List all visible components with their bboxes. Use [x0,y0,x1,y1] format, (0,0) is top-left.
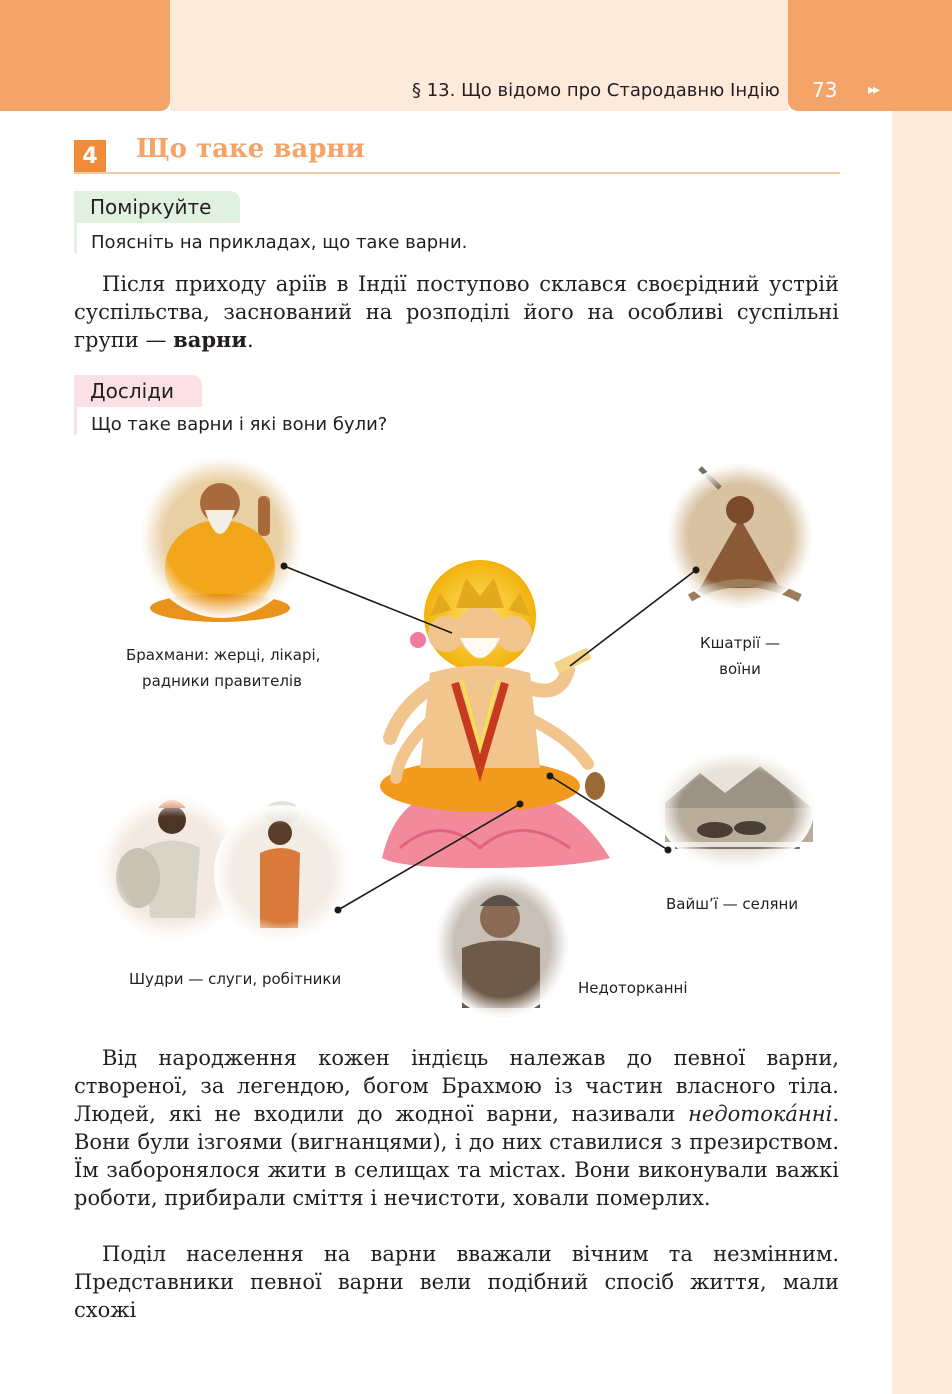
section-rule [74,172,840,174]
untouchable-image [436,873,568,1017]
term-varnas: варни [173,327,247,352]
paragraph-intro: Після приходу аріїв в Індії поступово склався своєрідний устрій суспільства, заснований на розподілі його на особливі суспільні групи — варни. [74,272,839,352]
shudra-image-2 [214,801,350,941]
varna-illustration [100,448,840,1028]
side-strip [892,111,952,1394]
caption-kshatriyas: Кшатрії — воїни [700,634,780,678]
explore-box-text: Що таке варни і які вони були? [91,414,388,435]
caption-shudras: Шудри — слуги, робітники [129,970,342,988]
think-box-text: Поясніть на прикладах, що таке варни. [91,232,468,253]
vaishya-image [658,752,814,868]
caption-vaishyas: Вайш’ї — селяни [666,895,799,913]
caption-untouchables: Недоторканні [578,979,688,997]
paragraph-birth: Від народження кожен індієць належав до певної варни, створеної, за легендою, богом Брахмою із частин власного тіла. Людей, які не входили до жодної варни, називали недотока́нні. Вони були ізгоями (вигнанцями), і до них ставилися з презирством. Їм заборонялося жити в селищах та містах. Вони виконували важкі роботи, прибирали сміття і нечистоти, ховали померлих. [74,1046,839,1210]
section-number: 4 [74,140,106,174]
term-untouchables: недотока́нні [688,1102,833,1126]
next-arrows-icon: ▸▸ [868,82,879,98]
running-title: § 13. Що відомо про Стародавню Індію [412,80,780,101]
page-number: 73 [812,78,838,102]
kshatriya-image [668,464,812,608]
brahma-figure [380,560,610,868]
section-title: Що таке варни [136,134,365,164]
header-tab-left [0,0,170,111]
explore-box-bar [74,407,77,435]
explore-box-label: Досліди [74,375,202,407]
think-box-label: Поміркуйте [74,191,240,223]
brahmin-image [142,458,302,622]
paragraph-division: Поділ населення на варни вважали вічним та незмінним. Представники певної варни вели подібний спосіб життя, мали схожі [74,1242,839,1322]
think-box-bar [74,223,77,253]
caption-brahmins: Брахмани: жерці, лікарі, радники правителів [126,646,321,690]
